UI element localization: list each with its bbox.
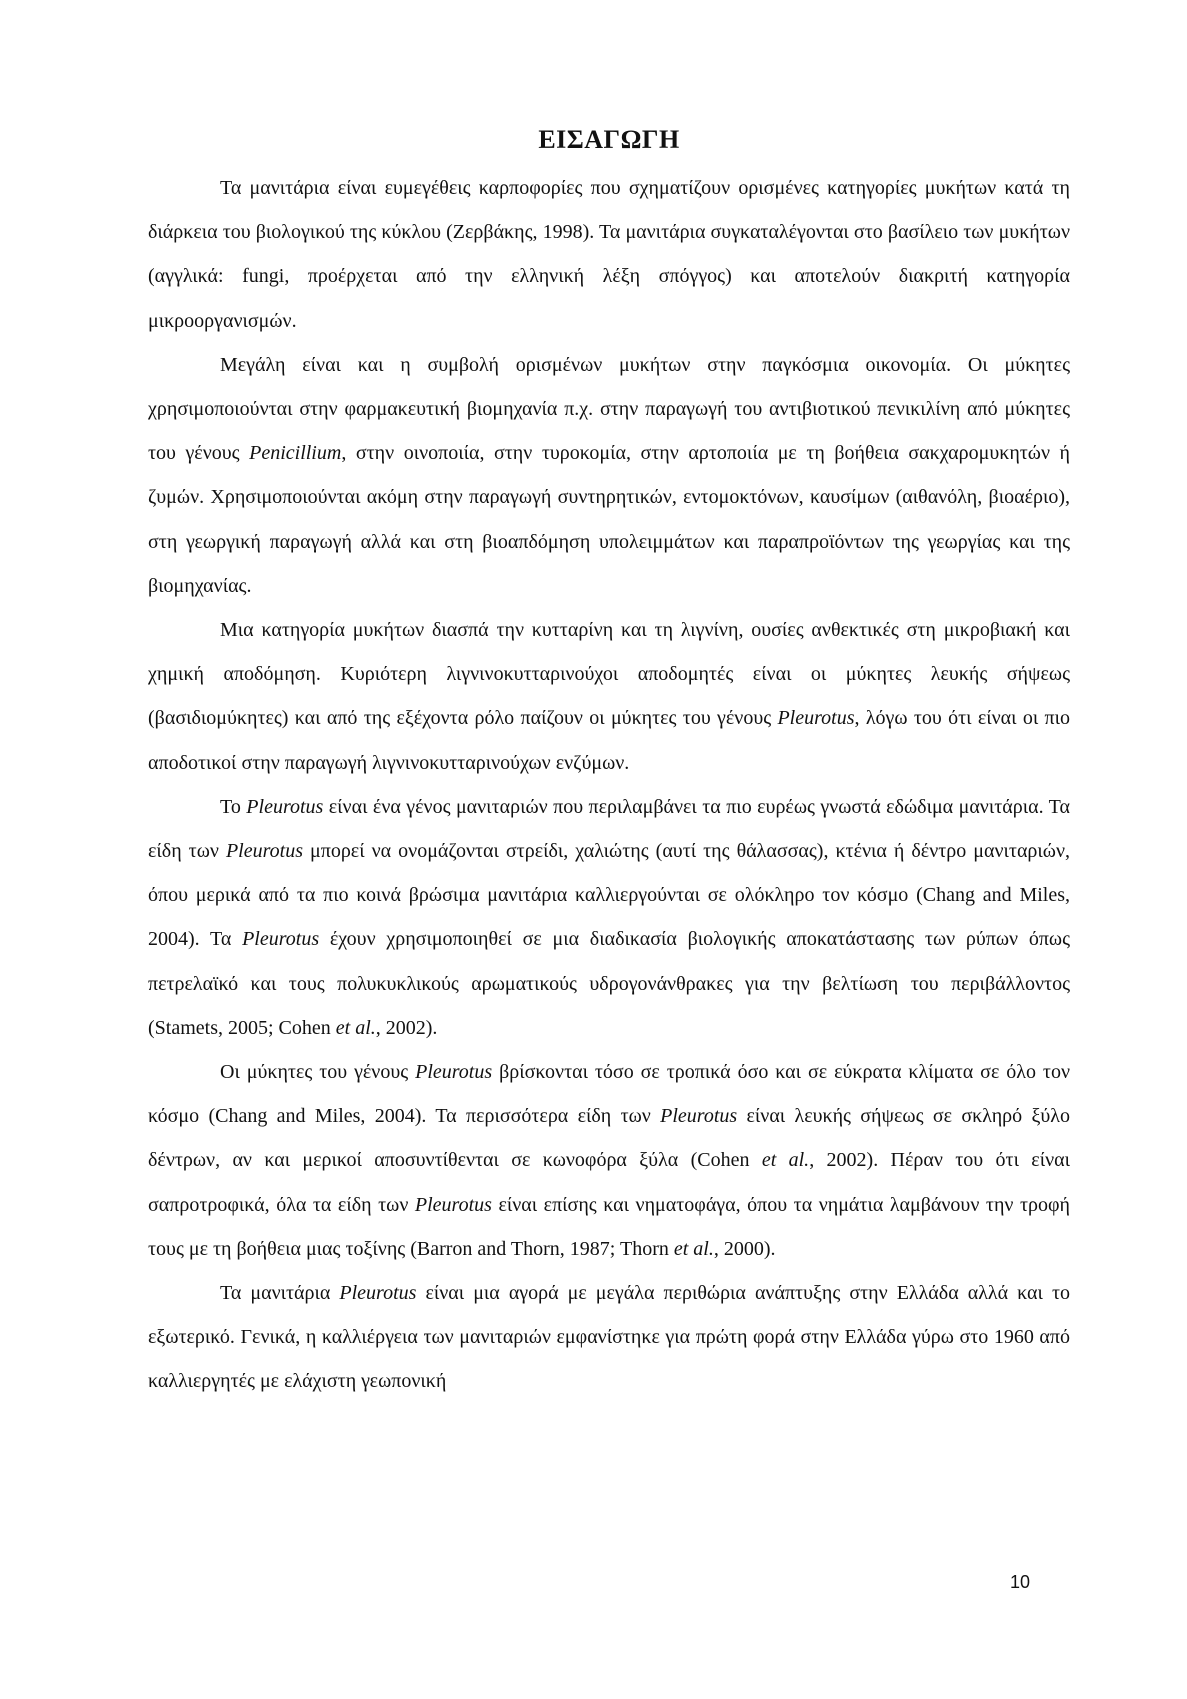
text-run: έχουν χρησιμοποιηθεί σε μια διαδικασία βιολογικής αποκατάστασης των ρύπων όπως πετρελαϊκό και τους πολυκυκλικούς αρωματικούς υδρογονάνθρακες για την βελτίωση του περιβάλλοντος (Stamets, 2005; Cohen: [148, 928, 1070, 1039]
document-page: [148, 120, 1070, 1404]
text-run: Μια κατηγορία μυκήτων διασπά την κυτταρίνη και τη λιγνίνη, ουσίες ανθεκτικές στη μικροβιακή και χημική αποδόμηση. Κυριότερη λιγνινοκυτταρινούχοι αποδομητές είναι οι μύκητες λευκής σήψεως (βασιδιομύκητες) και από της εξέχοντα ρόλο παίζουν οι μύκητες του γένους: [148, 619, 1070, 730]
page-title: ΕΙΣΑΓΩΓΗ: [538, 125, 680, 154]
italic-text-run: Pleurotus: [242, 928, 320, 951]
italic-text-run: Pleurotus: [414, 1193, 492, 1216]
paragraph: [148, 1271, 1070, 1404]
italic-text-run: et al.: [761, 1149, 810, 1172]
italic-text-run: Penicillium: [249, 442, 342, 465]
text-run: Οι μύκητες του γένους: [220, 1061, 416, 1084]
text-run: , 2002). Πέραν του ότι είναι σαπροτροφικά, όλα τα είδη των: [148, 1149, 1070, 1216]
italic-text-run: Pleurotus: [246, 795, 324, 818]
paragraph: [148, 785, 1070, 1050]
text-run: είναι ένα γένος μανιταριών που περιλαμβάνει τα πιο ευρέως γνωστά εδώδιμα μανιτάρια. Τα είδη των: [148, 795, 1070, 863]
text-run: Τα μανιτάρια: [220, 1282, 340, 1305]
text-run: είναι επίσης και νηματοφάγα, όπου τα νημάτια λαμβάνουν την τροφή τους με τη βοήθεια μιας τοξίνης (Barron and Thorn, 1987; Thorn: [148, 1193, 1070, 1260]
text-run: είναι λευκής σήψεως σε σκληρό ξύλο δέντρων, αν και μερικοί αποσυντίθενται σε κωνοφόρα ξύλα (Cohen: [148, 1105, 1070, 1172]
text-run: μπορεί να ονομάζονται στρείδι, χαλιώτης (αυτί της θάλασσας), κτένια ή δέντρο μανιταριών, όπου μερικά από τα πιο κοινά βρώσιμα μανιτάρια καλλιεργούνται σε ολόκληρο τον κόσμο (Chang and Miles, 2004). Τα: [148, 840, 1070, 951]
italic-text-run: et al.: [335, 1016, 376, 1039]
text-run: είναι μια αγορά με μεγάλα περιθώρια ανάπτυξης στην Ελλάδα αλλά και το εξωτερικό. Γενικά, η καλλιέργεια των μανιταριών εμφανίστηκε για πρώτη φορά στην Ελλάδα γύρω στο 1960 από καλλιεργητές με ελάχιστη γεωπονική: [148, 1282, 1070, 1393]
italic-text-run: Pleurotus: [777, 707, 855, 730]
italic-text-run: Pleurotus: [415, 1061, 493, 1084]
italic-text-run: Pleurotus: [225, 840, 303, 863]
paragraph: [148, 608, 1070, 785]
text-run: , στην οινοποιία, στην τυροκομία, στην αρτοποιία με τη βοήθεια σακχαρομυκητών ή ζυμών. Χρησιμοποιούνται ακόμη στην παραγωγή συντηρητικών, εντομοκτόνων, καυσίμων (αιθανόλη, βιοαέριο), στη γεωργική παραγωγή αλλά και στη βιοαπδόμηση υπολειμμάτων και παραπροϊόντων της γεωργίας και της βιομηχανίας.: [148, 442, 1071, 597]
page-number: 10: [1009, 1572, 1030, 1592]
text-run: , 2000).: [713, 1237, 776, 1260]
italic-text-run: Pleurotus: [339, 1282, 417, 1305]
paragraph: [148, 343, 1070, 608]
paragraph: [148, 166, 1070, 343]
italic-text-run: Pleurotus: [660, 1105, 738, 1128]
text-run: Τα μανιτάρια είναι ευμεγέθεις καρποφορίες που σχηματίζουν ορισμένες κατηγορίες μυκήτων κατά τη διάρκεια του βιολογικού της κύκλου (Ζερβάκης, 1998). Τα μανιτάρια συγκαταλέγονται στο βασίλειο των μυκήτων (αγγλικά: fungi, προέρχεται από την ελληνική λέξη σπόγγος) και αποτελούν διακριτή κατηγορία μικροοργανισμών.: [148, 177, 1070, 332]
text-run: βρίσκονται τόσο σε τροπικά όσο και σε εύκρατα κλίματα σε όλο τον κόσμο (Chang and Miles, 2004). Τα περισσότερα είδη των: [148, 1061, 1070, 1128]
text-run: , λόγω του ότι είναι οι πιο αποδοτικοί στην παραγωγή λιγνινοκυτταρινούχων ενζύμων.: [148, 707, 1070, 774]
italic-text-run: et al.: [673, 1237, 714, 1260]
text-run: Το: [220, 795, 247, 818]
text-run: , 2002).: [375, 1016, 438, 1039]
paragraph: [148, 1050, 1070, 1271]
text-run: Μεγάλη είναι και η συμβολή ορισμένων μυκήτων στην παγκόσμια οικονομία. Οι μύκητες χρησιμοποιούνται στην φαρμακευτική βιομηχανία π.χ. στην παραγωγή του αντιβιοτικού πενικιλίνη από μύκητες του γένους: [148, 353, 1070, 465]
